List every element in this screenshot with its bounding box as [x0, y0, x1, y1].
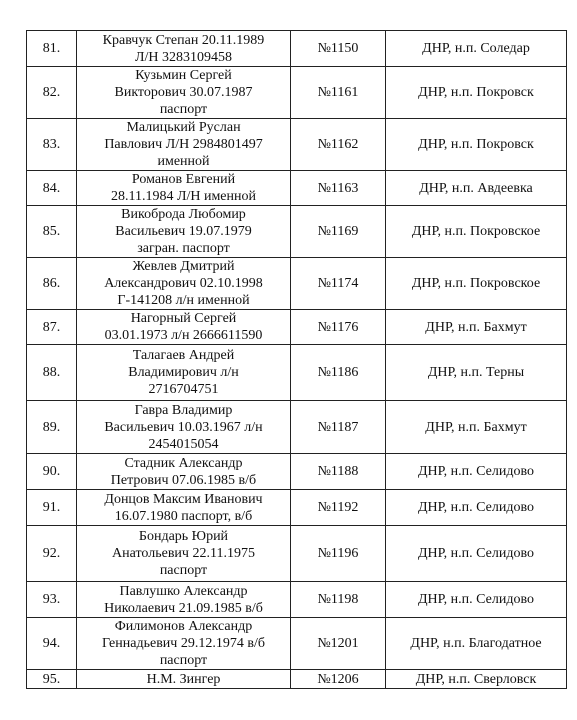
- person-details: [77, 67, 291, 119]
- table-row: [27, 67, 567, 119]
- person-details-line: Кравчук Степан 20.11.1989: [102, 32, 265, 48]
- person-details-line: Г-141208 л/н именной: [117, 293, 250, 308]
- person-details-line: Александрович 02.10.1998: [104, 276, 263, 291]
- document-number: №1161: [291, 67, 386, 119]
- person-details: [77, 401, 291, 454]
- row-number: 94.: [27, 618, 77, 670]
- person-details-line: Нагорный Сергей: [130, 311, 237, 326]
- row-number: 93.: [27, 582, 77, 618]
- person-details-line: Стадник Александр: [124, 455, 243, 471]
- document-number: №1206: [291, 670, 386, 689]
- person-details: [77, 526, 291, 582]
- location: ДНР, н.п. Сверловск: [386, 670, 567, 689]
- location: ДНР, н.п. Покровск: [386, 67, 567, 119]
- document-number: №1198: [291, 582, 386, 618]
- person-details: [77, 345, 291, 401]
- row-number: 91.: [27, 490, 77, 526]
- person-details-line: Л/Н 3283109458: [135, 49, 232, 65]
- document-number: №1192: [291, 490, 386, 526]
- location: ДНР, н.п. Селидово: [386, 490, 567, 526]
- table-row: [27, 310, 567, 345]
- row-number: 89.: [27, 401, 77, 454]
- table-row: [27, 454, 567, 490]
- person-details: [77, 618, 291, 670]
- document-number: №1150: [291, 31, 386, 67]
- person-details-line: Бондарь Юрий: [138, 529, 229, 544]
- table-row: [27, 401, 567, 454]
- location: ДНР, н.п. Селидово: [386, 582, 567, 618]
- row-number: 81.: [27, 31, 77, 67]
- table-row: [27, 490, 567, 526]
- person-details-line: Романов Евгений: [131, 172, 236, 187]
- document-number: №1169: [291, 206, 386, 258]
- table-row: [27, 582, 567, 618]
- person-details-line: Н.М. Зингер: [146, 671, 221, 687]
- row-number: 82.: [27, 67, 77, 119]
- person-details-line: Талагаев Андрей: [132, 348, 235, 363]
- table-row: [27, 618, 567, 670]
- person-details-line: Васильевич 10.03.1967 л/н: [104, 419, 263, 435]
- person-details-line: Филимонов Александр: [114, 619, 253, 634]
- table-row: [27, 31, 567, 67]
- person-details-line: паспорт: [159, 653, 208, 668]
- person-details-line: Донцов Максим Иванович: [104, 491, 263, 507]
- location: ДНР, н.п. Покровское: [386, 206, 567, 258]
- person-details-line: Викторович 30.07.1987: [114, 85, 253, 100]
- person-details: [77, 171, 291, 206]
- person-details-line: Викоброда Любомир: [121, 207, 246, 222]
- table-row: [27, 670, 567, 689]
- person-details-line: загран. паспорт: [137, 241, 230, 256]
- location: ДНР, н.п. Селидово: [386, 454, 567, 490]
- person-details: [77, 490, 291, 526]
- person-details: [77, 258, 291, 310]
- person-details-line: Петрович 07.06.1985 в/б: [110, 472, 257, 488]
- document-number: №1187: [291, 401, 386, 454]
- person-details-line: именной: [157, 154, 210, 169]
- document-number: №1196: [291, 526, 386, 582]
- person-details-line: Васильевич 19.07.1979: [115, 224, 252, 239]
- location: ДНР, н.п. Авдеевка: [386, 171, 567, 206]
- person-details-line: Владимирович л/н: [128, 365, 239, 380]
- person-details-line: Гавра Владимир: [134, 402, 233, 418]
- person-details: [77, 582, 291, 618]
- location: ДНР, н.п. Терны: [386, 345, 567, 401]
- person-details-line: Николаевич 21.09.1985 в/б: [104, 600, 263, 616]
- document-number: №1162: [291, 119, 386, 171]
- table-row: [27, 171, 567, 206]
- location: ДНР, н.п. Благодатное: [386, 618, 567, 670]
- row-number: 83.: [27, 119, 77, 171]
- document-number: №1186: [291, 345, 386, 401]
- table-row: [27, 119, 567, 171]
- location: ДНР, н.п. Бахмут: [386, 310, 567, 345]
- person-details-line: паспорт: [159, 563, 208, 578]
- person-details-line: Павлушко Александр: [119, 583, 248, 599]
- location: ДНР, н.п. Покровское: [386, 258, 567, 310]
- document-number: №1174: [291, 258, 386, 310]
- location: ДНР, н.п. Селидово: [386, 526, 567, 582]
- person-details-line: 2716704751: [148, 382, 219, 397]
- roster-table-body: [27, 31, 567, 689]
- person-details: [77, 31, 291, 67]
- document-number: №1188: [291, 454, 386, 490]
- table-row: [27, 345, 567, 401]
- location: ДНР, н.п. Соледар: [386, 31, 567, 67]
- person-details-line: 2454015054: [148, 436, 219, 452]
- person-details-line: Анатольевич 22.11.1975: [112, 546, 255, 561]
- person-details: [77, 206, 291, 258]
- person-details-line: 16.07.1980 паспорт, в/б: [114, 508, 253, 524]
- person-details-line: 28.11.1984 Л/Н именной: [110, 189, 257, 204]
- person-details: [77, 670, 291, 689]
- row-number: 95.: [27, 670, 77, 689]
- person-details: [77, 310, 291, 345]
- roster-table: [26, 30, 567, 689]
- person-details-line: Малицький Руслан: [126, 120, 241, 135]
- row-number: 85.: [27, 206, 77, 258]
- table-row: [27, 206, 567, 258]
- row-number: 84.: [27, 171, 77, 206]
- person-details: [77, 454, 291, 490]
- row-number: 87.: [27, 310, 77, 345]
- person-details-line: Геннадьевич 29.12.1974 в/б: [102, 636, 265, 651]
- table-row: [27, 258, 567, 310]
- person-details-line: Павлович Л/Н 2984801497: [104, 137, 263, 152]
- row-number: 92.: [27, 526, 77, 582]
- person-details-line: Кузьмин Сергей: [135, 68, 232, 83]
- row-number: 86.: [27, 258, 77, 310]
- document-number: №1176: [291, 310, 386, 345]
- person-details: [77, 119, 291, 171]
- person-details-line: Жевлев Дмитрий: [132, 259, 235, 274]
- row-number: 88.: [27, 345, 77, 401]
- location: ДНР, н.п. Бахмут: [386, 401, 567, 454]
- person-details-line: паспорт: [159, 102, 208, 117]
- table-row: [27, 526, 567, 582]
- document-number: №1201: [291, 618, 386, 670]
- row-number: 90.: [27, 454, 77, 490]
- person-details-line: 03.01.1973 л/н 2666611590: [104, 328, 263, 343]
- document-number: №1163: [291, 171, 386, 206]
- location: ДНР, н.п. Покровск: [386, 119, 567, 171]
